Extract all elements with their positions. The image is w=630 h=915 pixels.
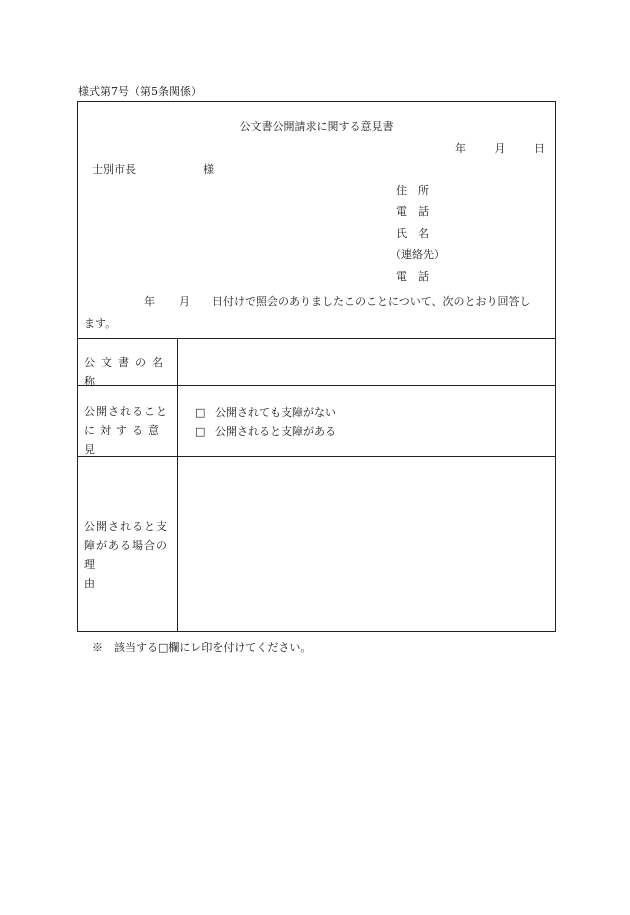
contact-label: （連絡先）: [390, 248, 445, 261]
date-month-label: 月: [494, 142, 506, 155]
checkbox-instruction-note: ※ 該当する□欄にレ印を付けてください。: [92, 641, 312, 654]
opinion-form-frame: [77, 101, 556, 632]
name-label: 氏 名: [396, 227, 429, 240]
doc-name-label: [84, 353, 172, 391]
reason-label-line2: 障がある場合の: [84, 539, 168, 552]
reply-text-line2: ます。: [84, 317, 117, 330]
form-number: 様式第7号（第5条関係）: [78, 85, 202, 98]
contact-phone-label: 電 話: [396, 270, 429, 283]
addressee-name: 士別市長: [92, 163, 136, 176]
date-day-label: 日: [534, 142, 545, 155]
opinion-label-line1: 公開されること: [84, 405, 168, 418]
opinion-option-2[interactable]: [195, 426, 336, 437]
date-year-label: 年: [455, 142, 466, 155]
phone-label: 電 話: [396, 205, 429, 218]
address-label: 住 所: [396, 184, 429, 197]
submission-date: [455, 143, 545, 154]
form-title: 公文書公開請求に関する意見書: [239, 120, 394, 133]
reason-field[interactable]: [180, 460, 552, 628]
reply-statement: [84, 291, 552, 335]
addressee-honorific: 様: [203, 163, 214, 176]
opinion-option-1[interactable]: [195, 407, 336, 418]
reason-label-line3: 理由: [84, 558, 162, 590]
checkbox-icon[interactable]: □: [195, 406, 206, 419]
doc-name-field[interactable]: [180, 342, 552, 382]
table-top-border: [78, 338, 555, 339]
opinion-label-line2: に対する意見: [84, 424, 164, 456]
checkbox-icon[interactable]: □: [195, 425, 206, 438]
option-1-label: 公開されても支障がない: [215, 406, 336, 419]
opinion-label: [84, 402, 172, 459]
reply-text-line1: 日付けで照会のありましたこのことについて、次のとおり回答し: [212, 295, 531, 308]
inquiry-month-label: 月: [179, 295, 190, 308]
doc-name-label-text: 公文書の名称: [84, 356, 169, 388]
reason-label: [84, 517, 172, 593]
reason-label-line1: 公開されると支: [84, 520, 168, 533]
option-2-label: 公開されると支障がある: [215, 425, 336, 438]
inquiry-year-label: 年: [144, 295, 155, 308]
label-column-divider: [177, 338, 178, 631]
